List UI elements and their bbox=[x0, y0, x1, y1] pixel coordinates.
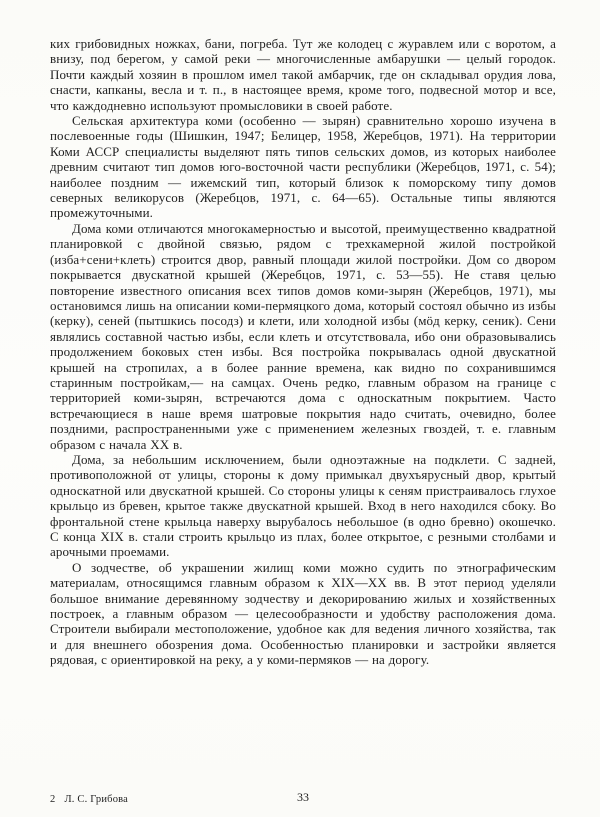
paragraph: О зодчестве, об украшении жилищ коми можно судить по этнографическим материалам, относящимся главным образом к XIX—XX вв. В этот период уделяли большое внимание деревянному зодчеству и декорированию жилых и хозяйственных построек, а главным образом — целесообразности и удобству расположения дома. Строители выбирали местоположение, удобное как для ведения личного хозяйства, так и для внешнего обозрения дома. Особенностью планировки и застройки является рядовая, с ориентировкой на реку, а у коми-пермяков — на дорогу. bbox=[50, 559, 556, 668]
paragraph: Дома, за небольшим исключением, были одноэтажные на подклети. С задней, противоположной от улицы, стороны к дому примыкал двухъярусный двор, крытый односкатной или двускатной крышей. Со стороны улицы к сеням пристраивалось глухое крыльцо из бревен, крытое также двускатной крышей. Вход в него находился сбоку. Во фронтальной стене крыльца наверху вырубалось небольшое (в одно бревно) окошечко. С конца XIX в. стали строить крыльцо из плах, более открытое, с резными столбами и арочными проемами. bbox=[50, 451, 556, 560]
paragraph-continuation: ких грибовидных ножках, бани, погреба. Тут же колодец с журавлем или с воротом, а внизу, под берегом, у самой реки — многочисленные амбарушки — целый городок. Почти каждый хозяин в прошлом имел такой амбарчик, где он складывал орудия лова, снасти, капканы, весла и т. п., в настоящее время, кроме того, подвесной мотор и все, что каждодневно используют промысловики в своей работе. bbox=[50, 36, 556, 113]
paragraph: Сельская архитектура коми (особенно — зырян) сравнительно хорошо изучена в послевоенные годы (Шишкин, 1947; Белицер, 1958, Жеребцов, 1971). На территории Коми АССР специалисты выделяют пять типов сельских домов, из которых наиболее древним считают тип домов юго-восточной части республики (Жеребцов, 1971, с. 54); наиболее поздним — ижемский тип, который близок к поморскому типу домов северных великорусов (Жеребцов, 1971, с. 64—65). Остальные типы являются промежуточными. bbox=[50, 113, 556, 221]
signature-number: 2 bbox=[50, 794, 56, 805]
signature-author: Л. С. Грибова bbox=[64, 794, 129, 805]
page-footer bbox=[50, 790, 556, 805]
paragraph: Дома коми отличаются многокамерностью и высотой, преимущественно квадратной планировкой с двойной связью, рядом с трехкамерной жилой постройкой (изба+сени+клеть) строится двор, равный площади жилой постройки. Дом со двором покрывается двускатной крышей (Жеребцов, 1971, с. 53—55). Не ставя целью повторение известного описания всех типов домов коми-зырян (Жеребцов, 1971), мы остановимся лишь на описании коми-пермяцкого дома, который состоял обычно из избы (керку), сеней (пытшкись посодз) и клети, или холодной избы (мöд керку, сеник). Сени являлись составной частью избы, если клеть и отсутствовала, ибо они образовывались продолжением боковых стен избы. Вся постройка покрывалась одной двускатной крышей на стропилах, а в более ранние времена, как видно по сохранившимся старинным постройкам,— на самцах. Очень редко, главным образом на границе с территорией коми-зырян, встречаются дома с односкатным покрытием. Часто встречающиеся в наше время шатровые покрытия надо считать, очевидно, более поздними, распространенными уже с применением железных гвоздей, т. е. главным образом с начала XX в. bbox=[50, 220, 556, 452]
body-text bbox=[50, 36, 556, 668]
page-number: 33 bbox=[297, 790, 309, 804]
